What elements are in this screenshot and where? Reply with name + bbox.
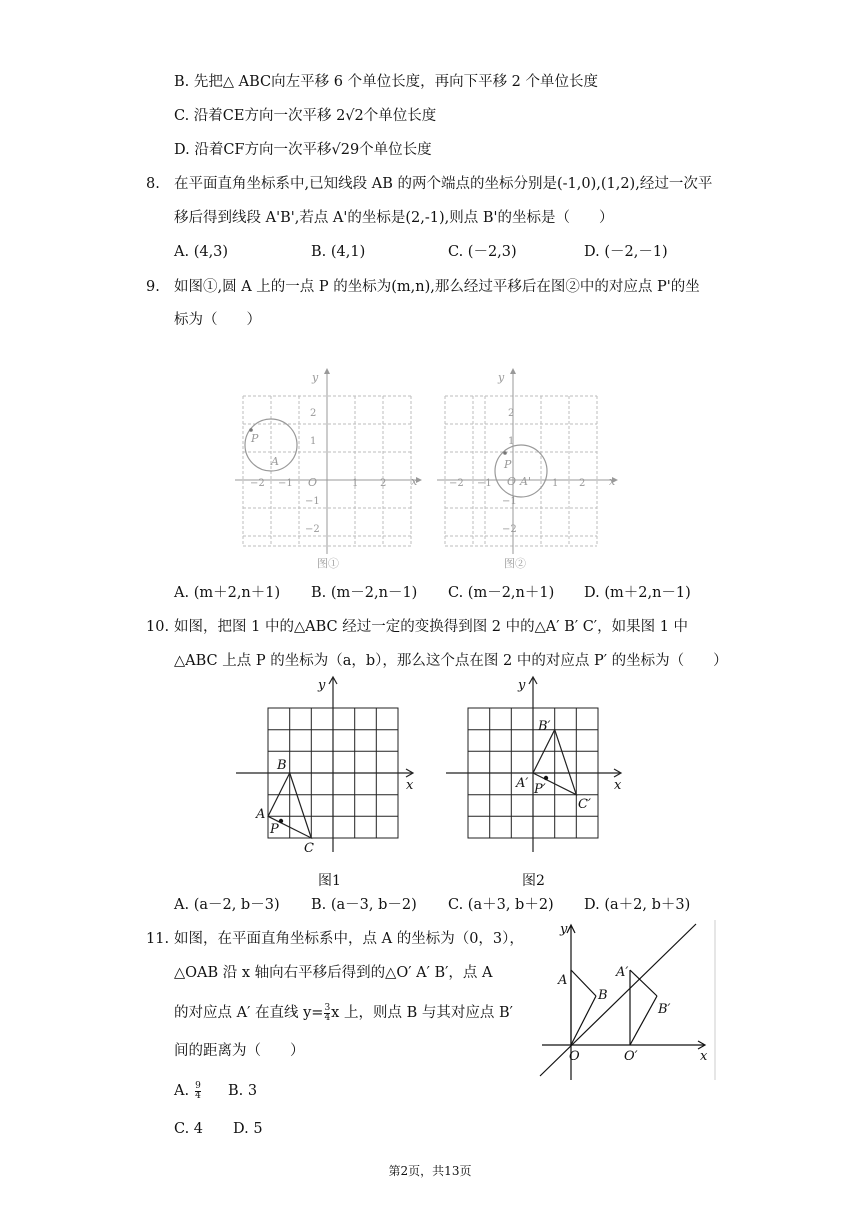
q11-stem-line2: △OAB 沿 x 轴向右平移后得到的△O′ A′ B′，点 A	[174, 965, 493, 981]
svg-text:−2: −2	[449, 478, 464, 489]
q10-fig2-b: B′	[538, 719, 551, 734]
q11-option-d: D. 5	[233, 1121, 263, 1137]
q10-option-d: D. (a＋2, b＋3)	[584, 897, 691, 913]
q8-number: 8.	[146, 176, 160, 192]
svg-text:1: 1	[310, 436, 317, 447]
q10-number: 10.	[146, 619, 170, 635]
q11-stem-line4: 间的距离为（ ）	[174, 1043, 305, 1059]
q10-fig2-caption: 图2	[522, 873, 545, 889]
q11-fig-x: x	[700, 1049, 708, 1064]
q10-option-c: C. (a＋3, b＋2)	[448, 897, 554, 913]
svg-text:−1: −1	[477, 478, 492, 489]
q8-option-b: B. (4,1)	[311, 244, 366, 260]
q9-option-a: A. (m＋2,n＋1)	[174, 585, 281, 601]
q10-figure-2	[442, 672, 632, 892]
svg-text:2: 2	[579, 478, 586, 489]
q8-stem-line2: 移后得到线段 A'B',若点 A'的坐标是(2,-1),则点 B'的坐标是（ ）	[174, 210, 614, 226]
q10-figure-1	[234, 672, 424, 892]
q9-number: 9.	[146, 279, 160, 295]
q11-figure	[536, 918, 720, 1082]
q9-figure-1	[230, 364, 430, 574]
q8-option-c: C. (－2,3)	[448, 244, 517, 260]
q11-option-b: B. 3	[228, 1083, 258, 1099]
q11-fig-y: y	[560, 922, 568, 937]
q9-option-b: B. (m－2,n－1)	[311, 585, 418, 601]
q10-fig1-c: C	[304, 841, 314, 856]
svg-text:1: 1	[508, 436, 515, 447]
page-footer: 第2页，共13页	[388, 1164, 472, 1178]
q7-option-c: C. 沿着CE方向一次平移 2√2个单位长度	[174, 108, 437, 124]
fig2-y-label: y	[498, 371, 505, 384]
svg-text:2: 2	[508, 408, 515, 419]
svg-text:−1: −1	[305, 496, 320, 507]
q9-figure-2	[432, 364, 632, 574]
svg-text:−2: −2	[502, 524, 517, 535]
q10-stem-line2: △ABC 上点 P 的坐标为（a，b），那么这个点在图 2 中的对应点 P′ 的坐标为（ ）	[174, 653, 728, 669]
q11-fig-o2: O′	[624, 1049, 638, 1064]
q10-fig2-x: x	[614, 778, 622, 793]
q8-option-a: A. (4,3)	[174, 244, 229, 260]
svg-text:2: 2	[310, 408, 317, 419]
q10-fig1-a: A	[256, 807, 266, 822]
q10-fig2-a: A′	[516, 776, 529, 791]
q10-option-a: A. (a－2, b－3)	[174, 897, 280, 913]
q7-option-d: D. 沿着CF方向一次平移√29个单位长度	[174, 142, 432, 158]
svg-text:−2: −2	[250, 478, 265, 489]
svg-text:−2: −2	[305, 524, 320, 535]
q11-fig-b: B	[598, 988, 608, 1003]
q11-fig-o: O	[569, 1049, 580, 1064]
q10-fig2-y: y	[518, 678, 526, 693]
q11-option-c: C. 4	[174, 1121, 204, 1137]
q8-option-d: D. (－2,－1)	[584, 244, 668, 260]
q9-option-d: D. (m＋2,n－1)	[584, 585, 691, 601]
svg-text:1: 1	[552, 478, 559, 489]
fig2-origin: O	[507, 475, 517, 488]
q10-fig1-caption: 图1	[318, 873, 341, 889]
q10-option-b: B. (a－3, b－2)	[311, 897, 417, 913]
fig1-y-label: y	[312, 371, 319, 384]
q8-stem-line1: 在平面直角坐标系中,已知线段 AB 的两个端点的坐标分别是(-1,0),(1,2),经过一次平	[174, 176, 713, 192]
fig1-point-p: P	[251, 432, 259, 445]
q10-fig1-x: x	[406, 778, 414, 793]
q11-frac-den: 4	[324, 1012, 331, 1023]
q9-stem-line1: 如图①,圆 A 上的一点 P 的坐标为(m,n),那么经过平移后在图②中的对应点 P'的坐	[174, 279, 700, 295]
q10-stem-line1: 如图，把图 1 中的△ABC 经过一定的变换得到图 2 中的△A′ B′ C′，如果图 1 中	[174, 619, 689, 635]
fig2-point-p: P'	[504, 458, 515, 471]
q11-stem-line1: 如图，在平面直角坐标系中，点 A 的坐标为（0，3），	[174, 931, 524, 947]
q11-fig-a2: A′	[616, 965, 629, 980]
q11-fig-a: A	[558, 973, 568, 988]
q11-fig-b2: B′	[658, 1002, 671, 1017]
q11-number: 11.	[146, 931, 170, 947]
q10-fig1-b: B	[277, 758, 287, 773]
q9-option-c: C. (m－2,n＋1)	[448, 585, 555, 601]
q11-option-a: A. $\frac{9}{4}$	[174, 1080, 201, 1101]
q11-frac-num: 3	[324, 1002, 331, 1013]
fig2-center-a: A'	[520, 475, 531, 488]
fig1-origin: O	[308, 476, 318, 489]
fig2-caption: 图②	[504, 557, 526, 570]
q9-stem-line2: 标为（ ）	[174, 312, 261, 328]
fig1-center-a: A	[271, 455, 279, 468]
svg-text:2: 2	[380, 478, 387, 489]
q7-option-b: B. 先把△ ABC向左平移 6 个单位长度，再向下平移 2 个单位长度	[174, 74, 599, 90]
q10-fig1-p: P	[270, 822, 279, 837]
fig2-x-label: x	[609, 475, 616, 488]
q10-fig2-p: P′	[534, 782, 546, 797]
svg-text:−1: −1	[278, 478, 293, 489]
svg-text:−1: −1	[502, 496, 517, 507]
q10-fig2-c: C′	[578, 797, 591, 812]
q10-fig1-y: y	[318, 678, 326, 693]
fig1-caption: 图①	[317, 557, 339, 570]
svg-text:1: 1	[352, 478, 359, 489]
fig1-x-label: x	[411, 475, 418, 488]
q11-stem-line3: 的对应点 A′ 在直线 y= $\frac{3}{4}$ x 上，则点 B 与其对应点 B′	[174, 1002, 513, 1023]
